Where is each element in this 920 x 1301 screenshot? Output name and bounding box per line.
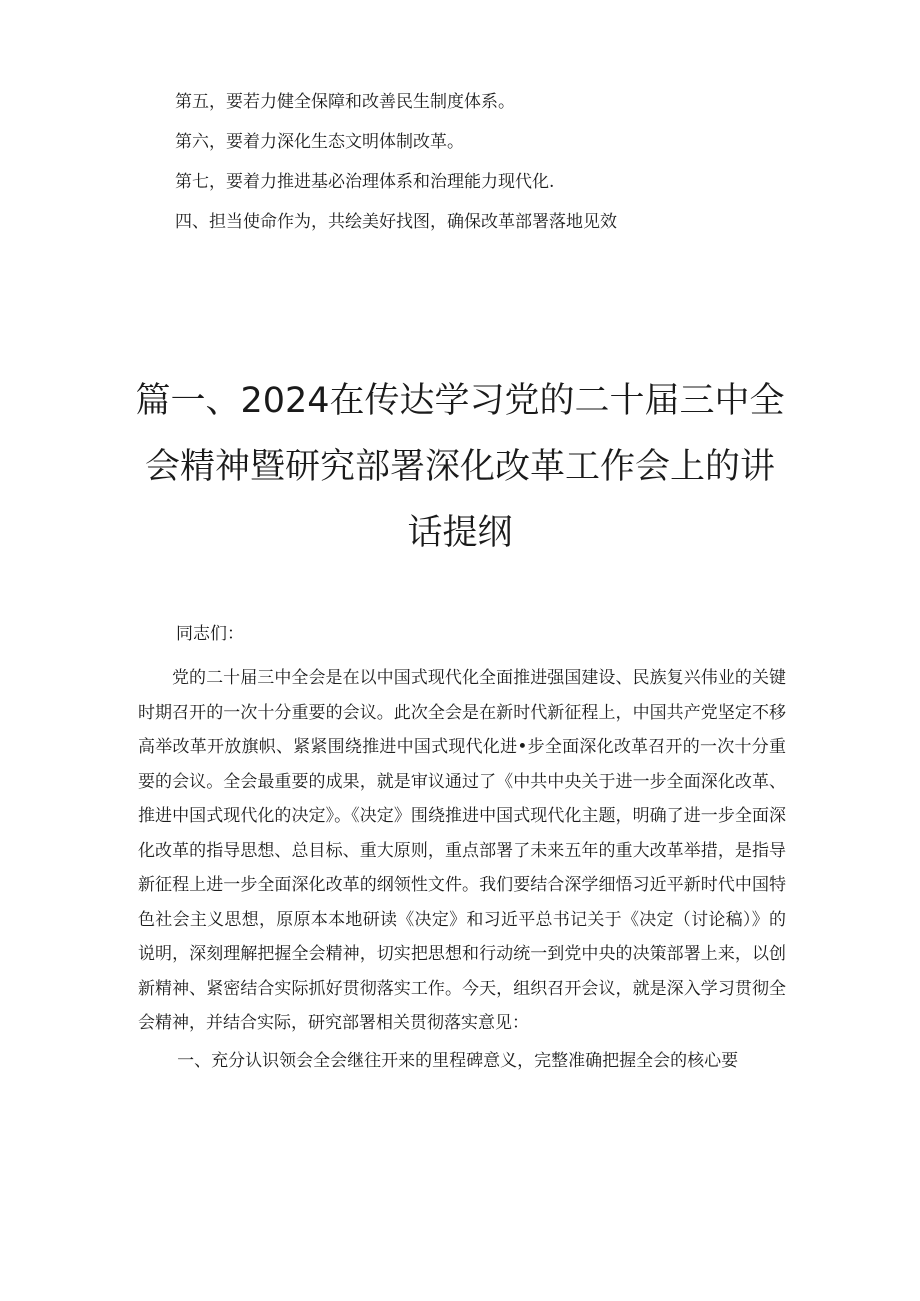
section-heading-1: 一、充分认识领会全会继往开来的里程碑意义，完整准确把握全会的核心要 <box>177 1050 739 1071</box>
title-line-3: 话提纲 <box>407 513 513 553</box>
outline-section-4: 四、担当使命作为，共绘美好找图，确保改革部署落地见效 <box>175 212 617 232</box>
speech-body <box>138 620 786 1076</box>
outline-item-6: 第六，要着力深化生态文明体制改革。 <box>175 132 464 152</box>
outline-list <box>175 92 815 232</box>
document-title <box>130 368 790 566</box>
outline-item-5: 第五，要若力健全保障和改善民生制度体系。 <box>175 92 515 112</box>
outline-item-7: 第七，要着力推进基必治理体系和治理能力现代化. <box>175 172 555 192</box>
title-line-2: 会精神暨研究部署深化改革工作会上的讲 <box>144 447 775 487</box>
greeting: 同志们： <box>176 624 244 644</box>
title-line-1: 篇一、2024在传达学习党的二十届三中全 <box>135 381 785 421</box>
intro-paragraph: 党的二十届三中全会是在以中国式现代化全面推进强国建设、民族复兴伟业的关键时期召开的一次十分重要的会议。此次全会是在新时代新征程上，中国共产党坚定不移高举改革开放旗帜、紧紧围绕推进中国式现代化进•步全面深化改革召开的一次十分重要的会议。全会最重要的成果，就是审议通过了《中共中央关于进一步全面深化改革、推进中国式现代化的决定》。《决定》围绕推进中国式现代化主题，明确了进一步全面深化改革的指导思想、总目标、重大原则，重点部署了未来五年的重大改革举措，是指导新征程上进一步全面深化改革的纲领性文件。我们要结合深学细悟习近平新时代中国特色社会主义思想，原原本本地研读《决定》和习近平总书记关于《决定（讨论稿）》的说明，深刻理解把握全会精神，切实把思想和行动统一到党中央的决策部署上来，以创新精神、紧密结合实际抓好贯彻落实工作。今天，组织召开会议，就是深入学习贯彻全会精神，并结合实际，研究部署相关贯彻落实意见： <box>138 668 786 1033</box>
